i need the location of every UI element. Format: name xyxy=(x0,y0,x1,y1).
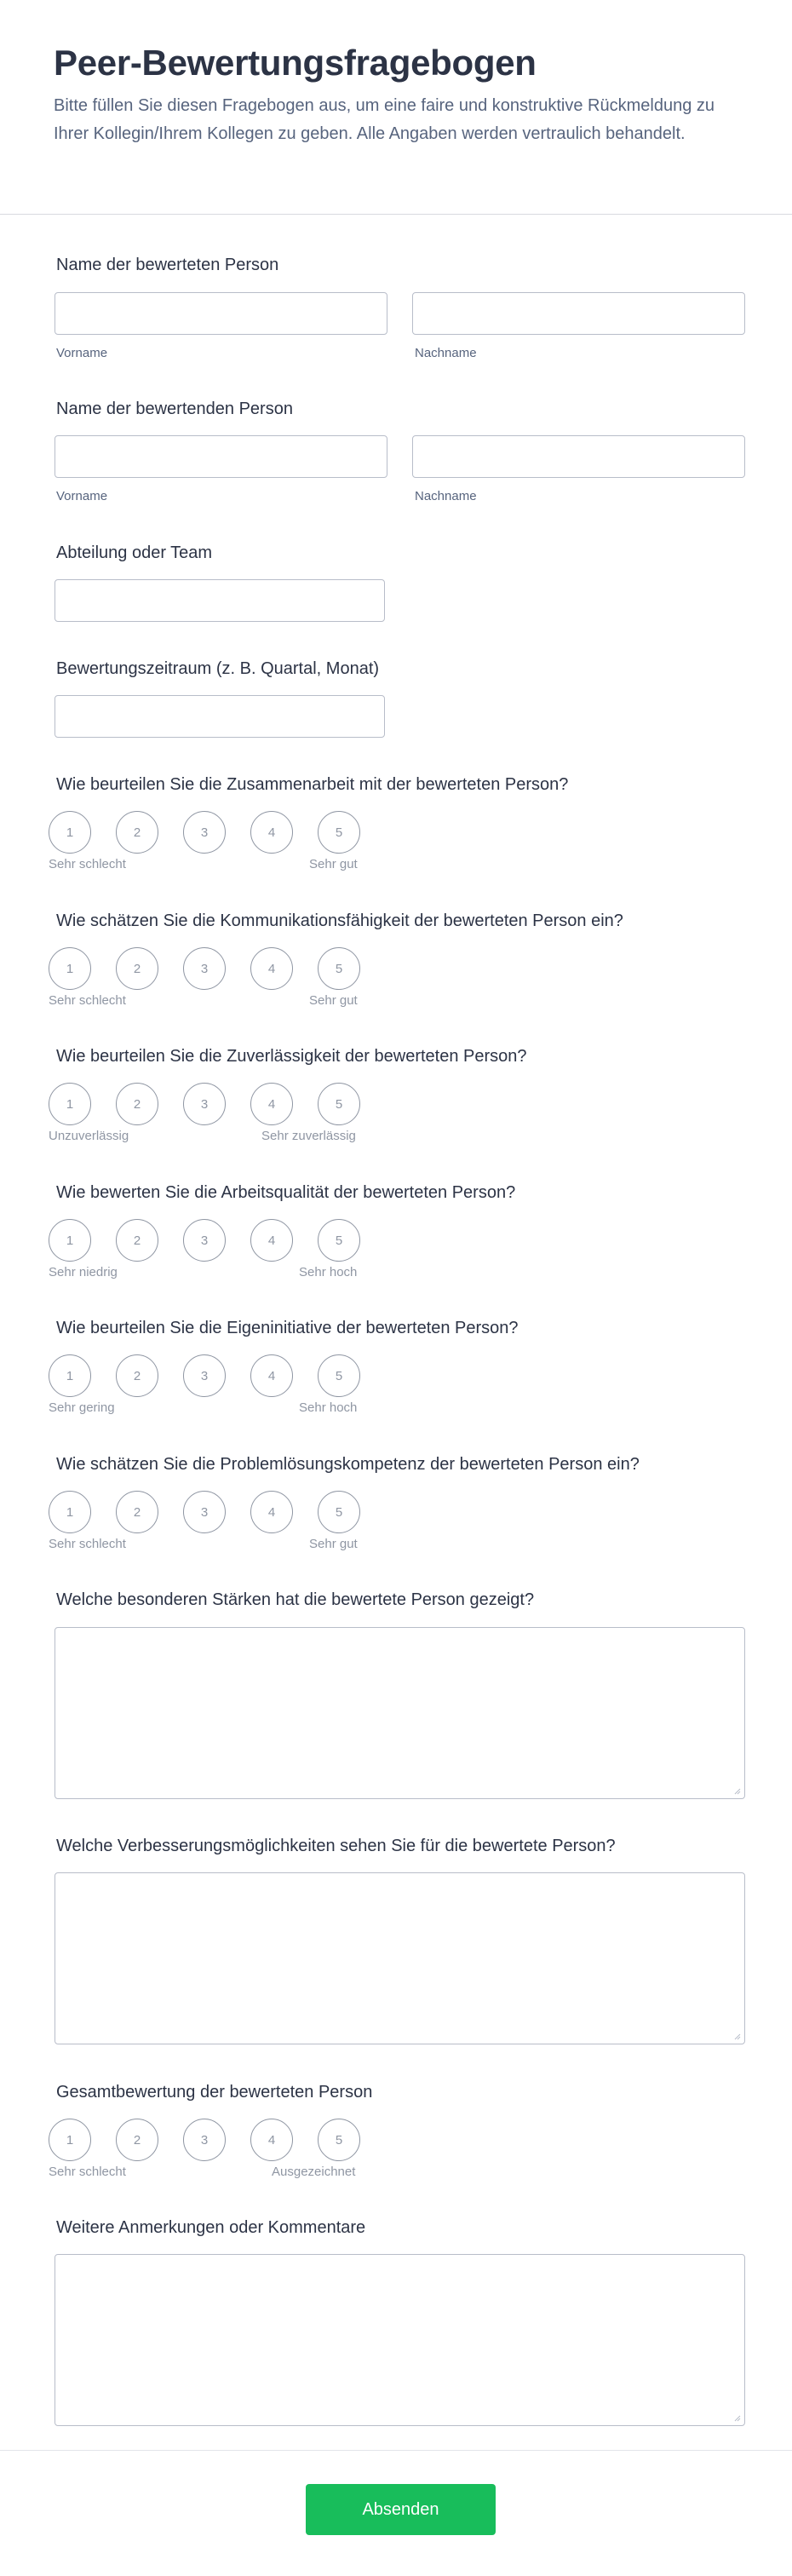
resize-grip-icon[interactable] xyxy=(732,2413,741,2422)
rating-option[interactable]: 2 xyxy=(116,947,158,990)
rating-option[interactable]: 5 xyxy=(318,947,360,990)
comments-textarea[interactable] xyxy=(55,2254,745,2426)
rating-option[interactable]: 2 xyxy=(116,1354,158,1397)
rating-low-label: Sehr schlecht xyxy=(49,2165,126,2179)
rating-option[interactable]: 3 xyxy=(183,1491,226,1533)
rating-option[interactable]: 1 xyxy=(49,811,91,854)
page-title: Peer-Bewertungsfragebogen xyxy=(54,43,537,83)
rating-option[interactable]: 5 xyxy=(318,811,360,854)
rated-first-name-input[interactable] xyxy=(55,292,387,335)
rater-person-label: Name der bewertenden Person xyxy=(56,400,293,418)
resize-grip-icon[interactable] xyxy=(732,1786,741,1795)
rating-option[interactable]: 3 xyxy=(183,1354,226,1397)
rating-scale-communication xyxy=(49,947,389,990)
rater-first-name-input[interactable] xyxy=(55,435,387,478)
rating-low-label: Sehr niedrig xyxy=(49,1265,118,1279)
rating-high-label: Sehr gut xyxy=(309,857,358,871)
form-header xyxy=(0,0,792,215)
overall-rating-question: Gesamtbewertung der bewerteten Person xyxy=(56,2083,373,2102)
rating-high-label: Sehr hoch xyxy=(299,1265,358,1279)
rating-option[interactable]: 1 xyxy=(49,1083,91,1125)
rating-option[interactable]: 3 xyxy=(183,947,226,990)
rating-option[interactable]: 4 xyxy=(250,1354,293,1397)
strengths-textarea[interactable] xyxy=(55,1627,745,1799)
rating-low-label: Sehr schlecht xyxy=(49,993,126,1008)
rated-first-name-sublabel: Vorname xyxy=(56,346,108,360)
rating-option[interactable]: 3 xyxy=(183,1083,226,1125)
rating-scale-initiative xyxy=(49,1354,389,1397)
page-subtitle: Bitte füllen Sie diesen Fragebogen aus, um eine faire und konstruktive Rückmeldung zu Ihrer Kollegin/Ihrem Kollegen zu geben. Alle Angaben werden vertraulich behandelt. xyxy=(54,96,715,143)
rating-scale-reliability xyxy=(49,1083,389,1125)
rating-option[interactable]: 5 xyxy=(318,1491,360,1533)
period-label: Bewertungszeitraum (z. B. Quartal, Monat) xyxy=(56,659,380,678)
rating-question-problem-solving: Wie schätzen Sie die Problemlösungskompetenz der bewerteten Person ein? xyxy=(56,1455,640,1474)
rating-option[interactable]: 2 xyxy=(116,1219,158,1262)
period-input[interactable] xyxy=(55,695,385,738)
rating-option[interactable]: 5 xyxy=(318,1219,360,1262)
strengths-label: Welche besonderen Stärken hat die bewertete Person gezeigt? xyxy=(56,1590,535,1609)
rating-option[interactable]: 3 xyxy=(183,1219,226,1262)
rating-option[interactable]: 4 xyxy=(250,1083,293,1125)
rating-high-label: Sehr zuverlässig xyxy=(261,1129,356,1143)
rating-option[interactable]: 3 xyxy=(183,2119,226,2161)
improvements-textarea[interactable] xyxy=(55,1872,745,2044)
rating-option[interactable]: 1 xyxy=(49,1491,91,1533)
rated-last-name-input[interactable] xyxy=(412,292,745,335)
rating-option[interactable]: 5 xyxy=(318,2119,360,2161)
rating-option[interactable]: 3 xyxy=(183,811,226,854)
rating-question-initiative: Wie beurteilen Sie die Eigeninitiative der bewerteten Person? xyxy=(56,1319,519,1337)
rating-scale-collaboration xyxy=(49,811,389,854)
rater-first-name-sublabel: Vorname xyxy=(56,489,108,503)
rating-option[interactable]: 5 xyxy=(318,1083,360,1125)
department-input[interactable] xyxy=(55,579,385,622)
rated-person-label: Name der bewerteten Person xyxy=(56,256,279,274)
rating-option[interactable]: 2 xyxy=(116,2119,158,2161)
rating-scale-quality xyxy=(49,1219,389,1262)
rating-option[interactable]: 4 xyxy=(250,811,293,854)
rating-option[interactable]: 1 xyxy=(49,947,91,990)
resize-grip-icon[interactable] xyxy=(732,2032,741,2040)
rating-high-label: Ausgezeichnet xyxy=(272,2165,356,2179)
rating-option[interactable]: 4 xyxy=(250,2119,293,2161)
rating-option[interactable]: 2 xyxy=(116,1083,158,1125)
submit-button[interactable]: Absenden xyxy=(306,2484,496,2535)
rater-last-name-sublabel: Nachname xyxy=(415,489,477,503)
rating-low-label: Unzuverlässig xyxy=(49,1129,129,1143)
rating-scale-problem-solving xyxy=(49,1491,389,1533)
rating-option[interactable]: 1 xyxy=(49,1219,91,1262)
rating-option[interactable]: 5 xyxy=(318,1354,360,1397)
rating-option[interactable]: 2 xyxy=(116,1491,158,1533)
rating-option[interactable]: 4 xyxy=(250,947,293,990)
rating-question-reliability: Wie beurteilen Sie die Zuverlässigkeit der bewerteten Person? xyxy=(56,1047,527,1066)
rating-option[interactable]: 2 xyxy=(116,811,158,854)
rating-high-label: Sehr gut xyxy=(309,993,358,1008)
rater-last-name-input[interactable] xyxy=(412,435,745,478)
comments-label: Weitere Anmerkungen oder Kommentare xyxy=(56,2218,366,2237)
rating-option[interactable]: 1 xyxy=(49,2119,91,2161)
rating-question-collaboration: Wie beurteilen Sie die Zusammenarbeit mit der bewerteten Person? xyxy=(56,775,569,794)
rating-low-label: Sehr gering xyxy=(49,1400,115,1415)
rating-low-label: Sehr schlecht xyxy=(49,1537,126,1551)
rating-option[interactable]: 1 xyxy=(49,1354,91,1397)
rating-question-communication: Wie schätzen Sie die Kommunikationsfähigkeit der bewerteten Person ein? xyxy=(56,911,623,930)
rating-low-label: Sehr schlecht xyxy=(49,857,126,871)
rating-high-label: Sehr gut xyxy=(309,1537,358,1551)
rating-scale-overall xyxy=(49,2119,389,2161)
rating-option[interactable]: 4 xyxy=(250,1219,293,1262)
rating-high-label: Sehr hoch xyxy=(299,1400,358,1415)
rated-last-name-sublabel: Nachname xyxy=(415,346,477,360)
rating-question-quality: Wie bewerten Sie die Arbeitsqualität der bewerteten Person? xyxy=(56,1183,516,1202)
rating-option[interactable]: 4 xyxy=(250,1491,293,1533)
department-label: Abteilung oder Team xyxy=(56,543,213,562)
improvements-label: Welche Verbesserungsmöglichkeiten sehen Sie für die bewertete Person? xyxy=(56,1837,616,1855)
